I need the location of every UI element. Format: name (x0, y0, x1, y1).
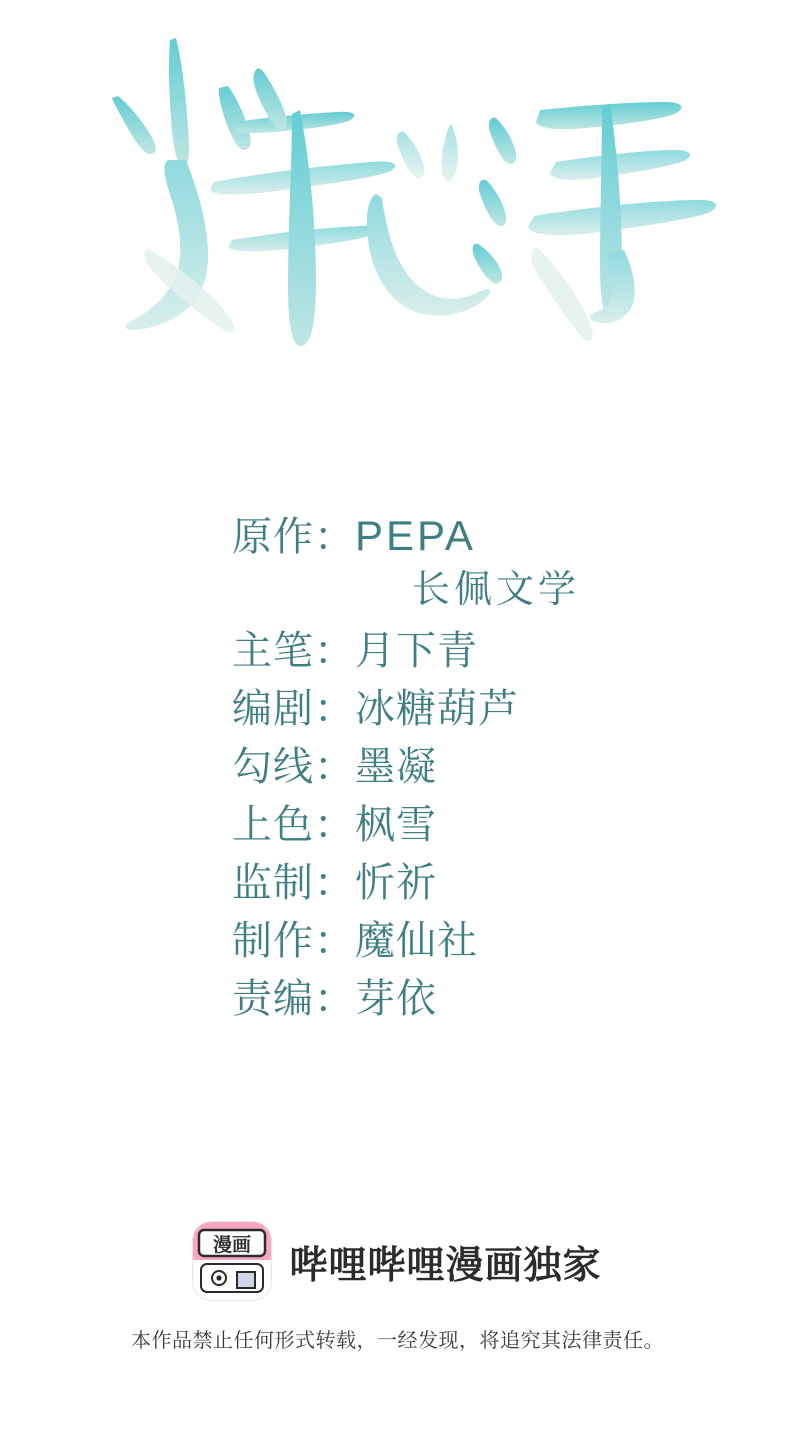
credit-row (0, 686, 795, 732)
credit-row (0, 512, 795, 560)
credit-value: PEPA (355, 512, 476, 559)
credit-label: 责编： (232, 975, 355, 1022)
credit-label: 制作： (232, 917, 355, 964)
credit-value: 墨凝 (355, 743, 437, 790)
credit-row (0, 628, 795, 674)
title-artwork (0, 0, 795, 470)
bilibili-manga-logo-icon (193, 1222, 271, 1300)
logo-text: 漫画 (213, 1234, 252, 1256)
credit-label: 原作： (232, 514, 355, 560)
credit-row (0, 568, 795, 612)
credit-label: 编剧： (232, 685, 355, 732)
credit-value: 芽依 (355, 975, 437, 1022)
title-calligraphy-icon (0, 0, 795, 470)
credit-row (0, 860, 795, 906)
credit-label: 监制： (232, 859, 355, 906)
brand-line (0, 1222, 795, 1300)
credit-value: 魔仙社 (355, 917, 478, 964)
credit-value: 长佩文学 (412, 567, 581, 612)
credit-row (0, 802, 795, 848)
disclaimer-text: 本作品禁止任何形式转载，一经发现，将追究其法律责任。 (131, 1328, 664, 1352)
credit-row (0, 744, 795, 790)
footer (0, 1222, 795, 1353)
credit-value: 忻祈 (355, 859, 437, 906)
credit-label: 勾线： (232, 743, 355, 790)
credit-value: 冰糖葫芦 (355, 685, 519, 732)
credit-row (0, 918, 795, 964)
credit-value: 枫雪 (355, 801, 437, 848)
brand-text: 哔哩哔哩漫画独家 (289, 1242, 602, 1287)
credit-value: 月下青 (355, 627, 478, 674)
credits-list (0, 512, 795, 1034)
credit-label: 上色： (232, 801, 355, 848)
credit-row (0, 976, 795, 1022)
credit-label: 主笔： (232, 627, 355, 674)
